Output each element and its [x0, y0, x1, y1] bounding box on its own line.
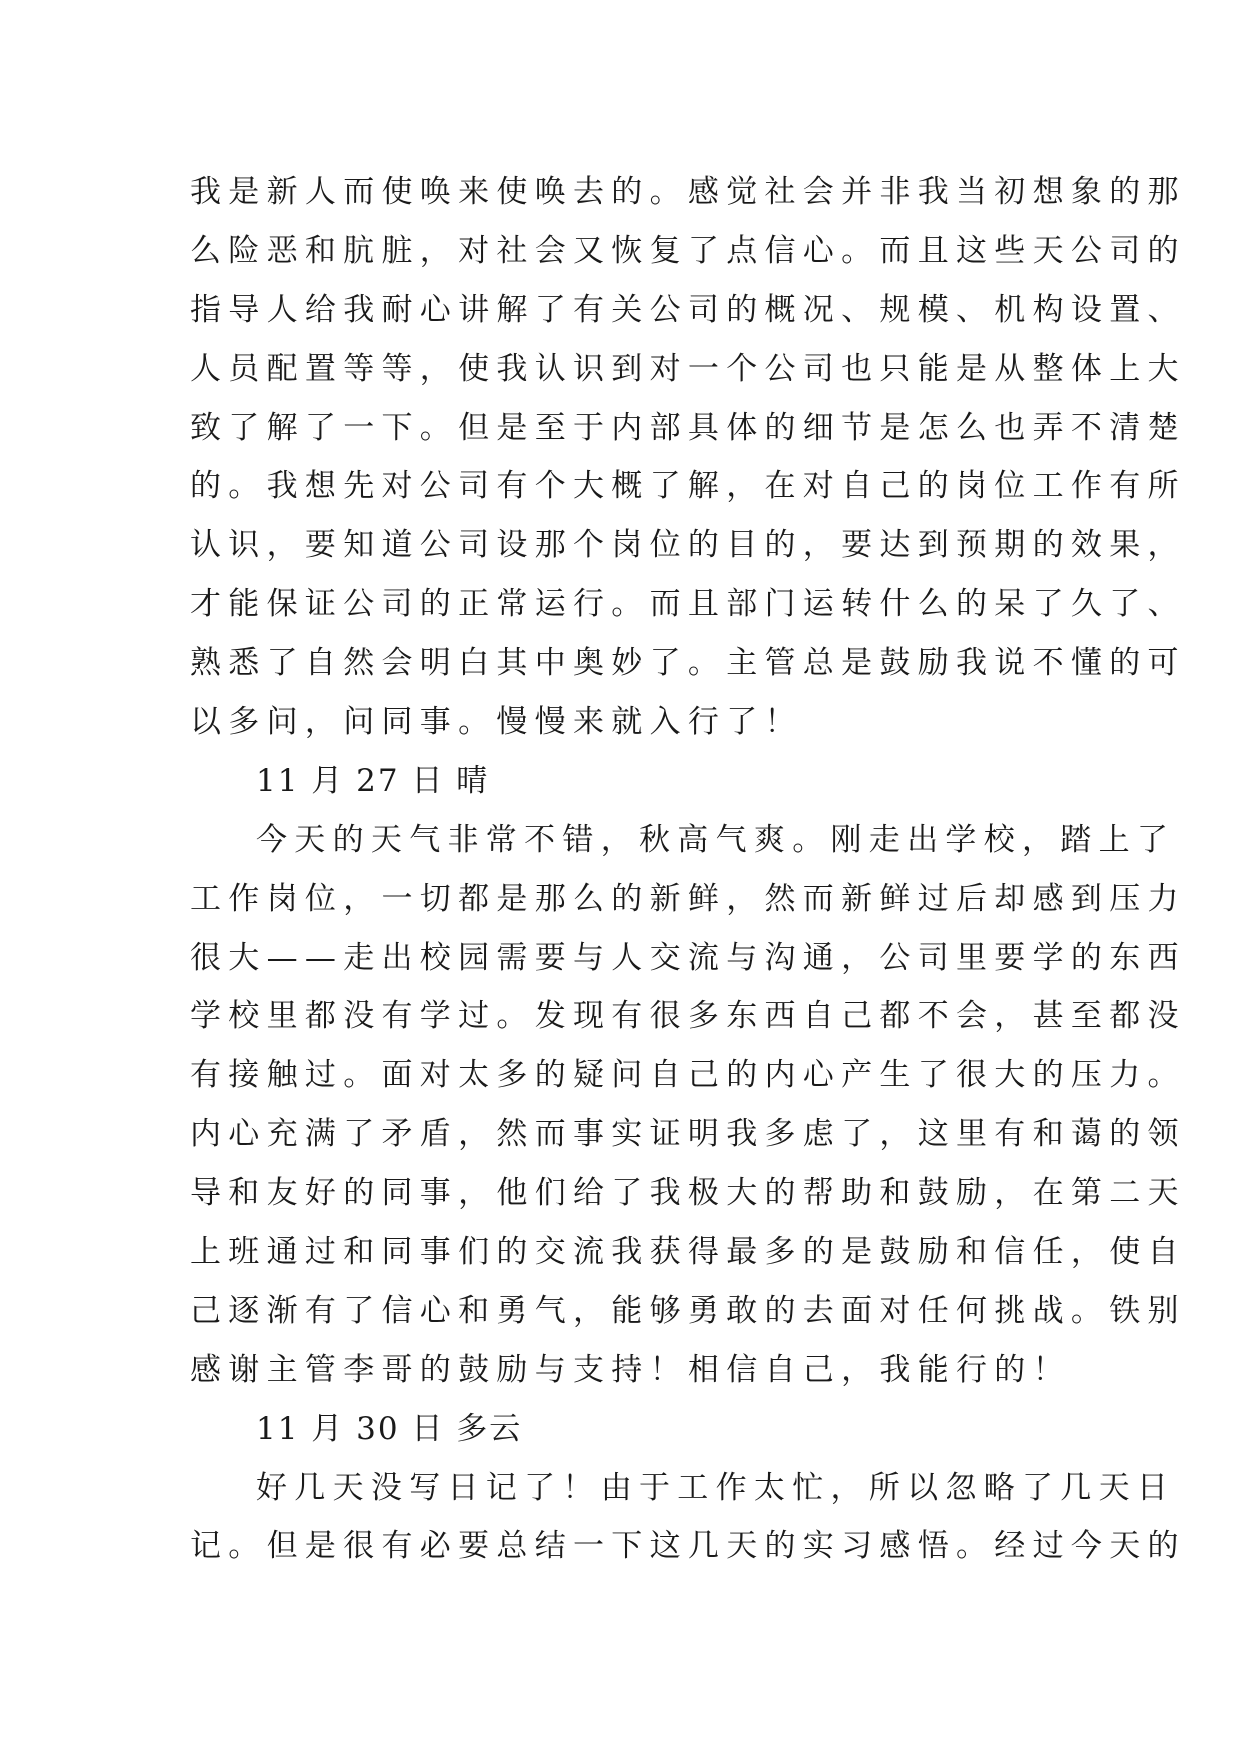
text-line: 记。但是很有必要总结一下这几天的实习感悟。经过今天的 — [190, 1528, 1186, 1565]
text-line: 以多问，问同事。慢慢来就入行了！ — [190, 704, 803, 741]
text-line: 上班通过和同事们的交流我获得最多的是鼓励和信任，使自 — [190, 1234, 1186, 1271]
text-line: 工作岗位，一切都是那么的新鲜，然而新鲜过后却感到压力 — [190, 880, 1186, 917]
text-line: 有接触过。面对太多的疑问自己的内心产生了很大的压力。 — [190, 1057, 1186, 1094]
diary-date-heading: 11 月 30 日 多云 — [256, 1410, 523, 1447]
diary-date-heading: 11 月 27 日 晴 — [256, 762, 490, 799]
text-line: 认识，要知道公司设那个岗位的目的，要达到预期的效果， — [190, 527, 1186, 564]
text-line: 今天的天气非常不错，秋高气爽。刚走出学校，踏上了 — [256, 821, 1176, 858]
text-line: 熟悉了自然会明白其中奥妙了。主管总是鼓励我说不懂的可 — [190, 645, 1186, 682]
text-line: 么险恶和肮脏，对社会又恢复了点信心。而且这些天公司的 — [190, 232, 1186, 269]
text-line: 指导人给我耐心讲解了有关公司的概况、规模、机构设置、 — [190, 291, 1186, 328]
text-line: 内心充满了矛盾，然而事实证明我多虑了，这里有和蔼的领 — [190, 1116, 1186, 1153]
text-line: 己逐渐有了信心和勇气，能够勇敢的去面对任何挑战。铁别 — [190, 1292, 1186, 1329]
text-line: 致了解了一下。但是至于内部具体的细节是怎么也弄不清楚 — [190, 409, 1186, 446]
text-line: 感谢主管李哥的鼓励与支持！相信自己，我能行的！ — [190, 1351, 1071, 1388]
text-line: 好几天没写日记了！由于工作太忙，所以忽略了几天日 — [256, 1469, 1176, 1506]
document-body — [190, 163, 1186, 1576]
text-line: 人员配置等等，使我认识到对一个公司也只能是从整体上大 — [190, 350, 1186, 387]
text-line: 导和友好的同事，他们给了我极大的帮助和鼓励，在第二天 — [190, 1175, 1186, 1212]
text-line: 才能保证公司的正常运行。而且部门运转什么的呆了久了、 — [190, 586, 1186, 623]
text-line: 学校里都没有学过。发现有很多东西自己都不会，甚至都没 — [190, 998, 1186, 1035]
text-line: 我是新人而使唤来使唤去的。感觉社会并非我当初想象的那 — [190, 174, 1186, 210]
text-line: 的。我想先对公司有个大概了解，在对自己的岗位工作有所 — [190, 468, 1186, 505]
text-line: 很大——走出校园需要与人交流与沟通，公司里要学的东西 — [190, 939, 1186, 976]
